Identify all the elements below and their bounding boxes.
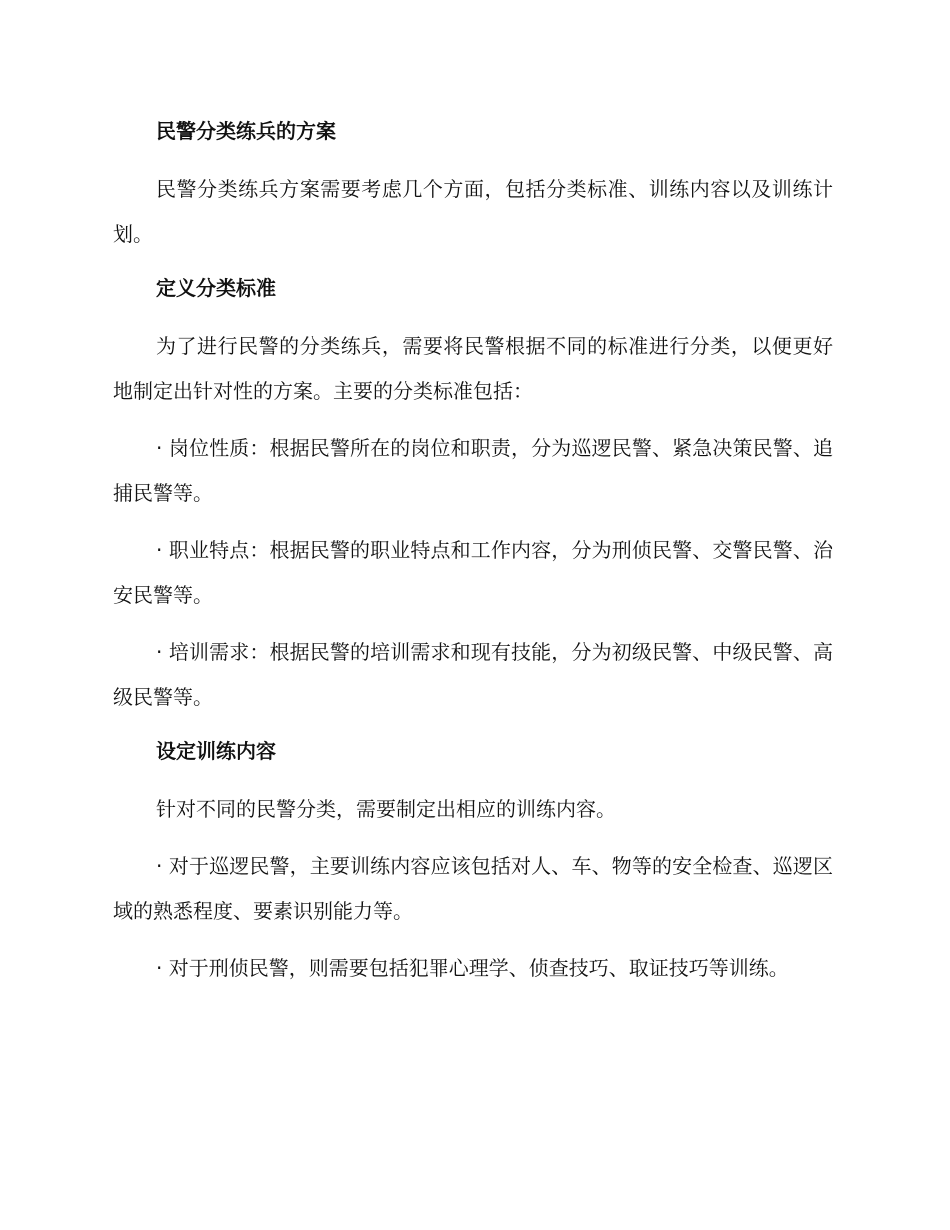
intro-paragraph: 民警分类练兵方案需要考虑几个方面，包括分类标准、训练内容以及训练计划。 bbox=[113, 177, 833, 246]
section-heading: 定义分类标准 bbox=[156, 276, 276, 300]
body-paragraph: 为了进行民警的分类练兵，需要将民警根据不同的标准进行分类，以便更好地制定出针对性的方案。主要的分类标准包括： bbox=[113, 334, 833, 403]
section-heading: 民警分类练兵的方案 bbox=[156, 119, 336, 143]
document-page bbox=[113, 112, 833, 1003]
bullet-item: · 职业特点：根据民警的职业特点和工作内容，分为刑侦民警、交警民警、治安民警等。 bbox=[113, 538, 833, 607]
bullet-item: · 对于刑侦民警，则需要包括犯罪心理学、侦查技巧、取证技巧等训练。 bbox=[156, 956, 789, 980]
section-heading: 设定训练内容 bbox=[156, 739, 276, 763]
bullet-item: · 培训需求：根据民警的培训需求和现有技能，分为初级民警、中级民警、高级民警等。 bbox=[113, 640, 833, 709]
bullet-item: · 岗位性质：根据民警所在的岗位和职责，分为巡逻民警、紧急决策民警、追捕民警等。 bbox=[113, 436, 833, 505]
bullet-item: · 对于巡逻民警，主要训练内容应该包括对人、车、物等的安全检查、巡逻区域的熟悉程度、要素识别能力等。 bbox=[113, 854, 833, 923]
body-paragraph: 针对不同的民警分类，需要制定出相应的训练内容。 bbox=[156, 797, 616, 821]
